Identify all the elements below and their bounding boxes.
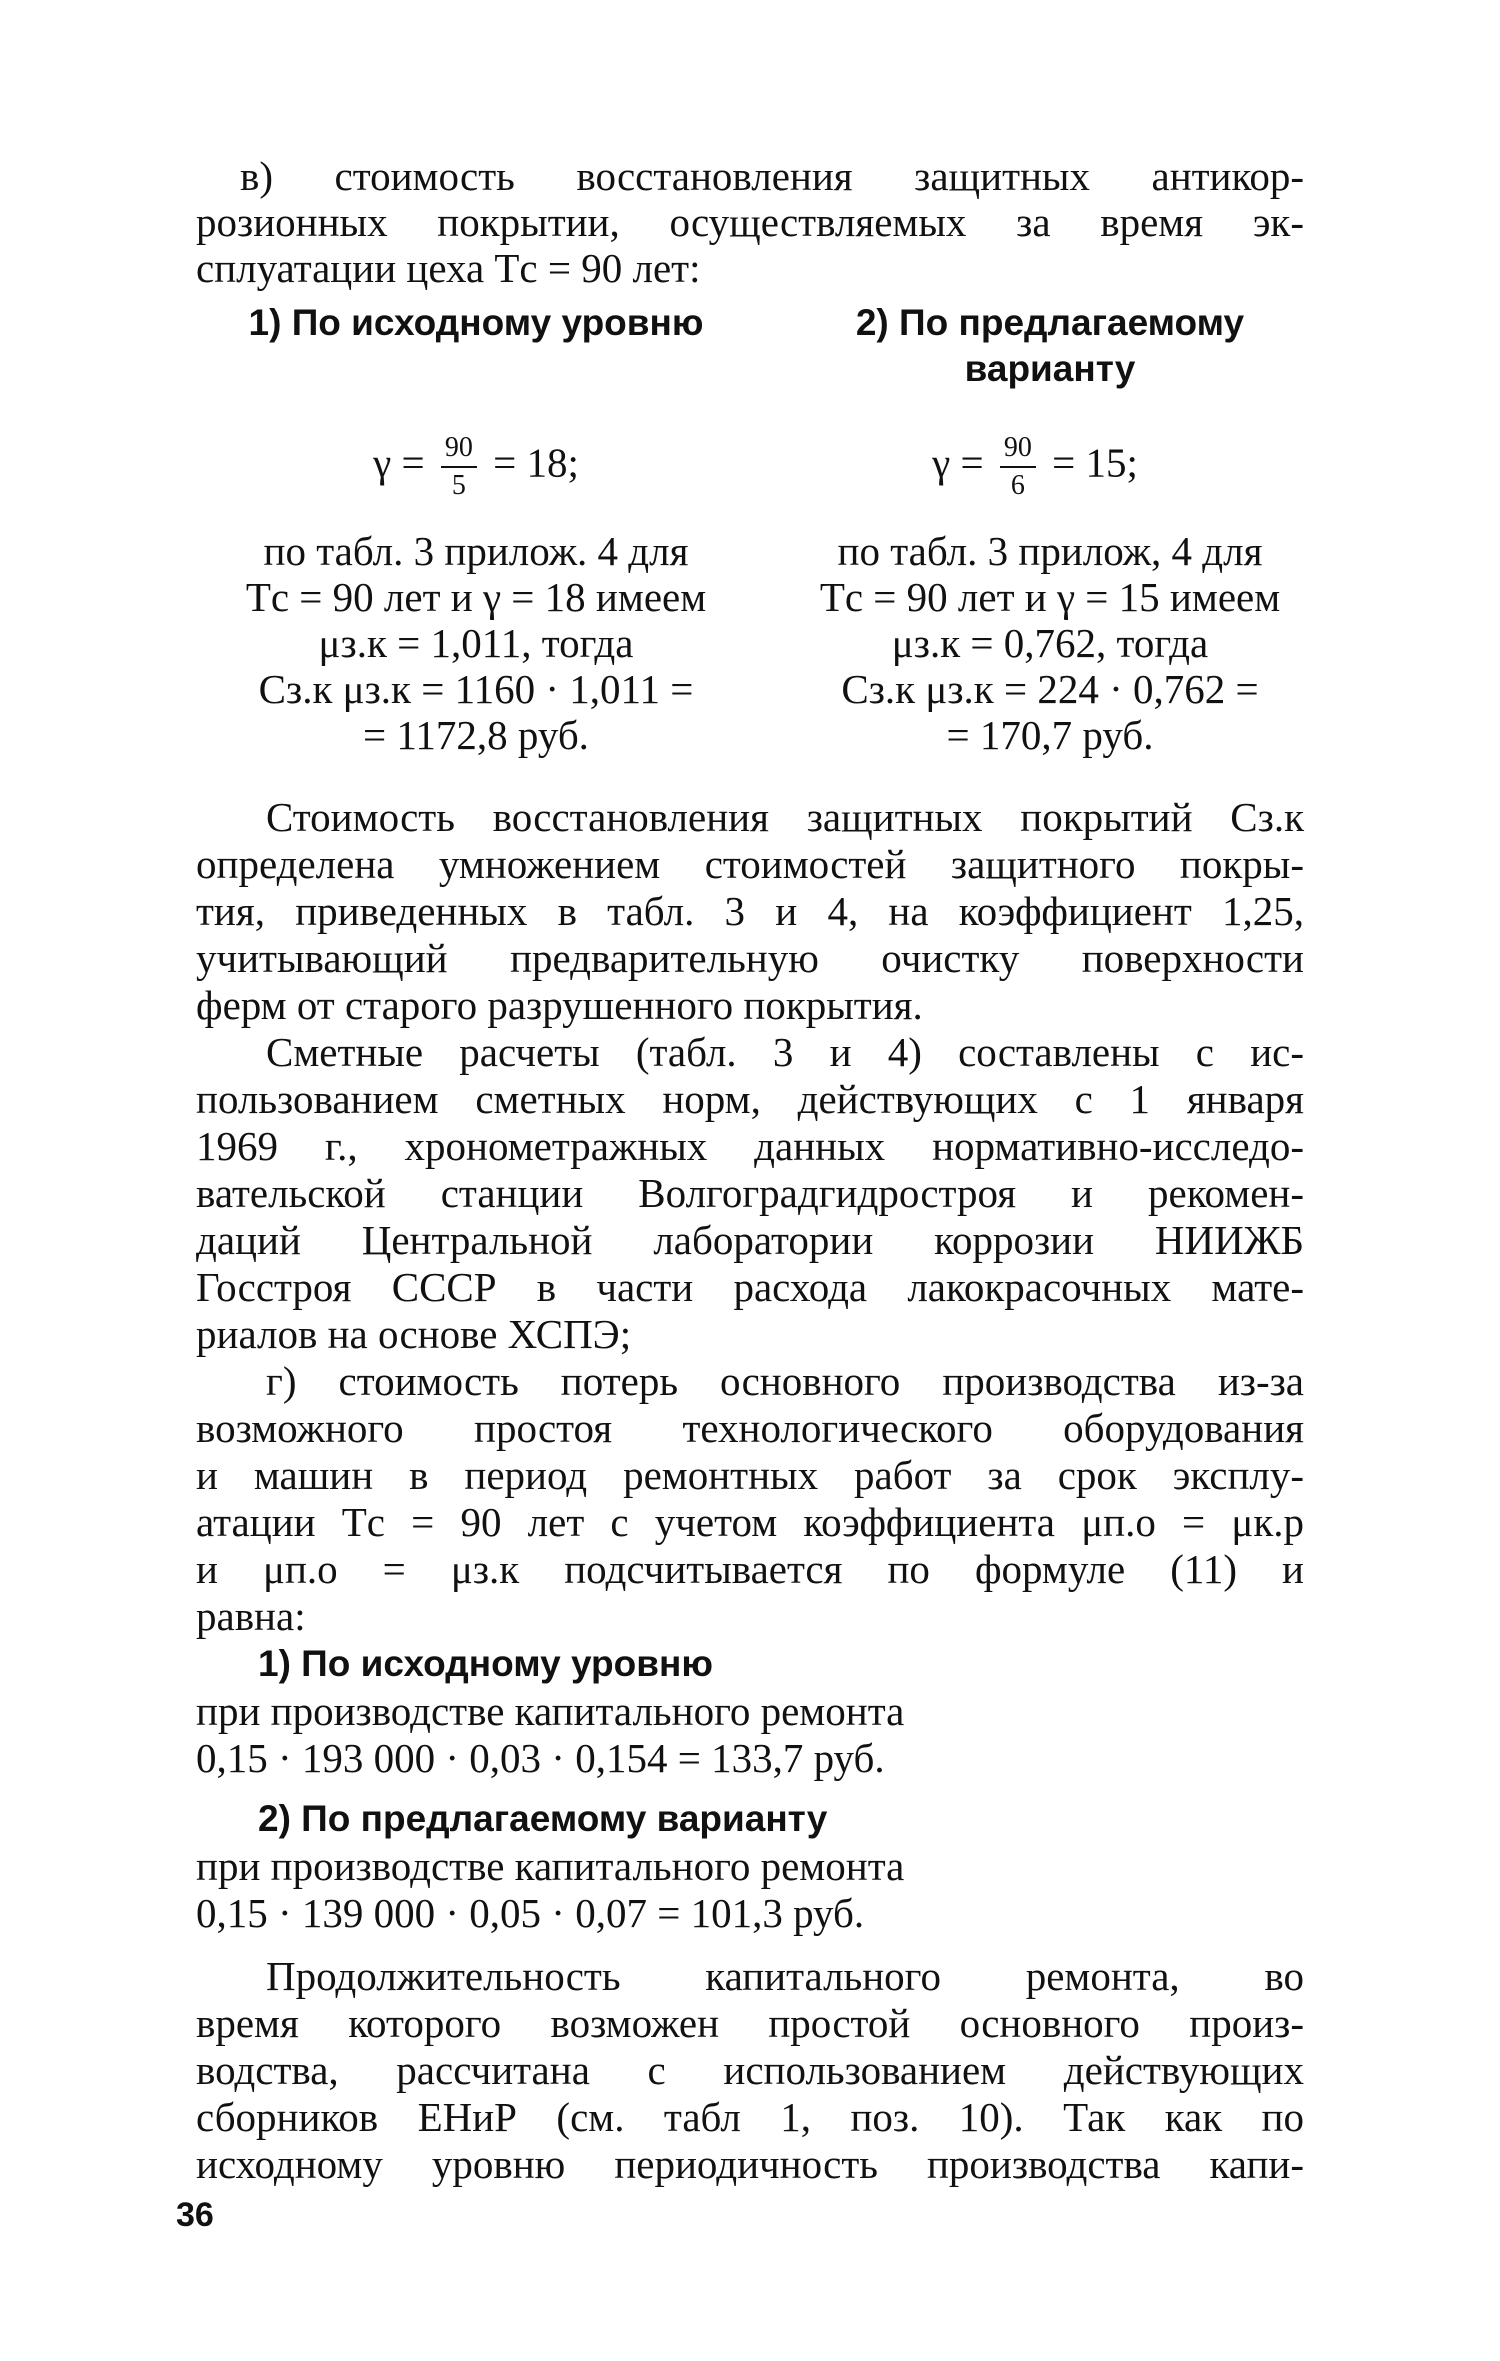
para4-line: сборников ЕНиР (см. табл 1, поз. 10). Так как по [196, 2094, 1304, 2140]
para3-line: г) стоимость потерь основного производства из-за [266, 1358, 1304, 1404]
para4-line: время которого возможен простой основного произ- [196, 2000, 1304, 2046]
col2-formula [770, 430, 1300, 504]
para2-line: Сметные расчеты (табл. 3 и 4) составлены с ис- [266, 1029, 1304, 1075]
col2-line: по табл. 3 прилож, 4 для [837, 528, 1263, 574]
col2-line: = 170,7 руб. [946, 712, 1154, 758]
col1-heading: 1) По исходному уровню [248, 302, 704, 343]
col1-frac-den: 5 [451, 470, 466, 501]
col1-line: = 1172,8 руб. [363, 712, 589, 758]
case2-text: при производстве капитального ремонта [196, 1843, 905, 1889]
col1-frac-num: 90 [441, 430, 477, 468]
case1-heading: 1) По исходному уровню [258, 1643, 713, 1684]
col1-line: по табл. 3 прилож. 4 для [263, 528, 689, 574]
para1-line: Стоимость восстановления защитных покрытий Cз.к [266, 794, 1304, 840]
col1-line: μз.к = 1,011, тогда [318, 620, 634, 666]
case1-calc: 0,15 · 193 000 · 0,03 · 0,154 = 133,7 руб. [196, 1735, 885, 1781]
col1-formula [196, 430, 756, 504]
para4-line: Продолжительность капитального ремонта, во [266, 1953, 1304, 1999]
col1-line: Cз.к μз.к = 1160 · 1,011 = [258, 666, 694, 712]
para1-line: тия, приведенных в табл. 3 и 4, на коэффициент 1,25, [196, 888, 1304, 934]
para2-line: Госстроя СССР в части расхода лакокрасочных мате- [196, 1264, 1304, 1310]
col2-formula-suffix: = 15; [1052, 439, 1138, 486]
col1-formula-prefix: γ = [373, 439, 425, 486]
col2-line: Cз.к μз.к = 224 · 0,762 = [841, 666, 1259, 712]
para4-line: исходному уровню периодичность производства капи- [196, 2141, 1304, 2187]
intro-line: розионных покрытии, осуществляемых за время эк- [196, 199, 1304, 245]
para2-line: риалов на основе ХСПЭ; [196, 1311, 632, 1357]
para3-line: равна: [196, 1593, 306, 1639]
col2-formula-prefix: γ = [932, 439, 984, 486]
col2-frac-num: 90 [1000, 430, 1036, 468]
para1-line: учитывающий предварительную очистку поверхности [196, 935, 1304, 981]
col2-line: μз.к = 0,762, тогда [891, 620, 1209, 666]
para1-line: ферм от старого разрушенного покрытия. [196, 982, 923, 1028]
col2-fraction [1000, 430, 1036, 504]
para3-line: возможного простоя технологического оборудования [196, 1405, 1304, 1451]
col2-frac-den: 6 [1010, 470, 1025, 501]
col1-fraction [441, 430, 477, 504]
page-number: 36 [176, 2196, 214, 2234]
intro-line: в) стоимость восстановления защитных антикор- [240, 153, 1304, 199]
para3-line: атации Tс = 90 лет с учетом коэффициента μп.о = μк.р [196, 1499, 1304, 1545]
col1-line: Tс = 90 лет и γ = 18 имеем [245, 574, 707, 620]
para2-line: даций Центральной лаборатории коррозии НИИЖБ [196, 1217, 1304, 1263]
case1-text: при производстве капитального ремонта [196, 1688, 905, 1734]
col1-formula-suffix: = 18; [493, 439, 579, 486]
para4-line: водства, рассчитана с использованием действующих [196, 2047, 1304, 2093]
para3-line: и μп.о = μз.к подсчитывается по формуле (11) и [196, 1546, 1304, 1592]
col2-heading-2: варианту [964, 348, 1136, 389]
case2-heading: 2) По предлагаемому варианту [258, 1798, 828, 1839]
col2-heading: 2) По предлагаемому [855, 302, 1245, 343]
para2-line: вательской станции Волгоградгидростроя и рекомен- [196, 1170, 1304, 1216]
intro-line: сплуатации цеха Tс = 90 лет: [196, 245, 701, 291]
para2-line: 1969 г., хронометражных данных нормативно-исследо- [196, 1123, 1304, 1169]
para3-line: и машин в период ремонтных работ за срок эксплу- [196, 1452, 1304, 1498]
para1-line: определена умножением стоимостей защитного покры- [196, 841, 1304, 887]
col2-line: Tс = 90 лет и γ = 15 имеем [819, 574, 1281, 620]
para2-line: пользованием сметных норм, действующих с 1 января [196, 1076, 1304, 1122]
case2-calc: 0,15 · 139 000 · 0,05 · 0,07 = 101,3 руб. [196, 1890, 865, 1936]
